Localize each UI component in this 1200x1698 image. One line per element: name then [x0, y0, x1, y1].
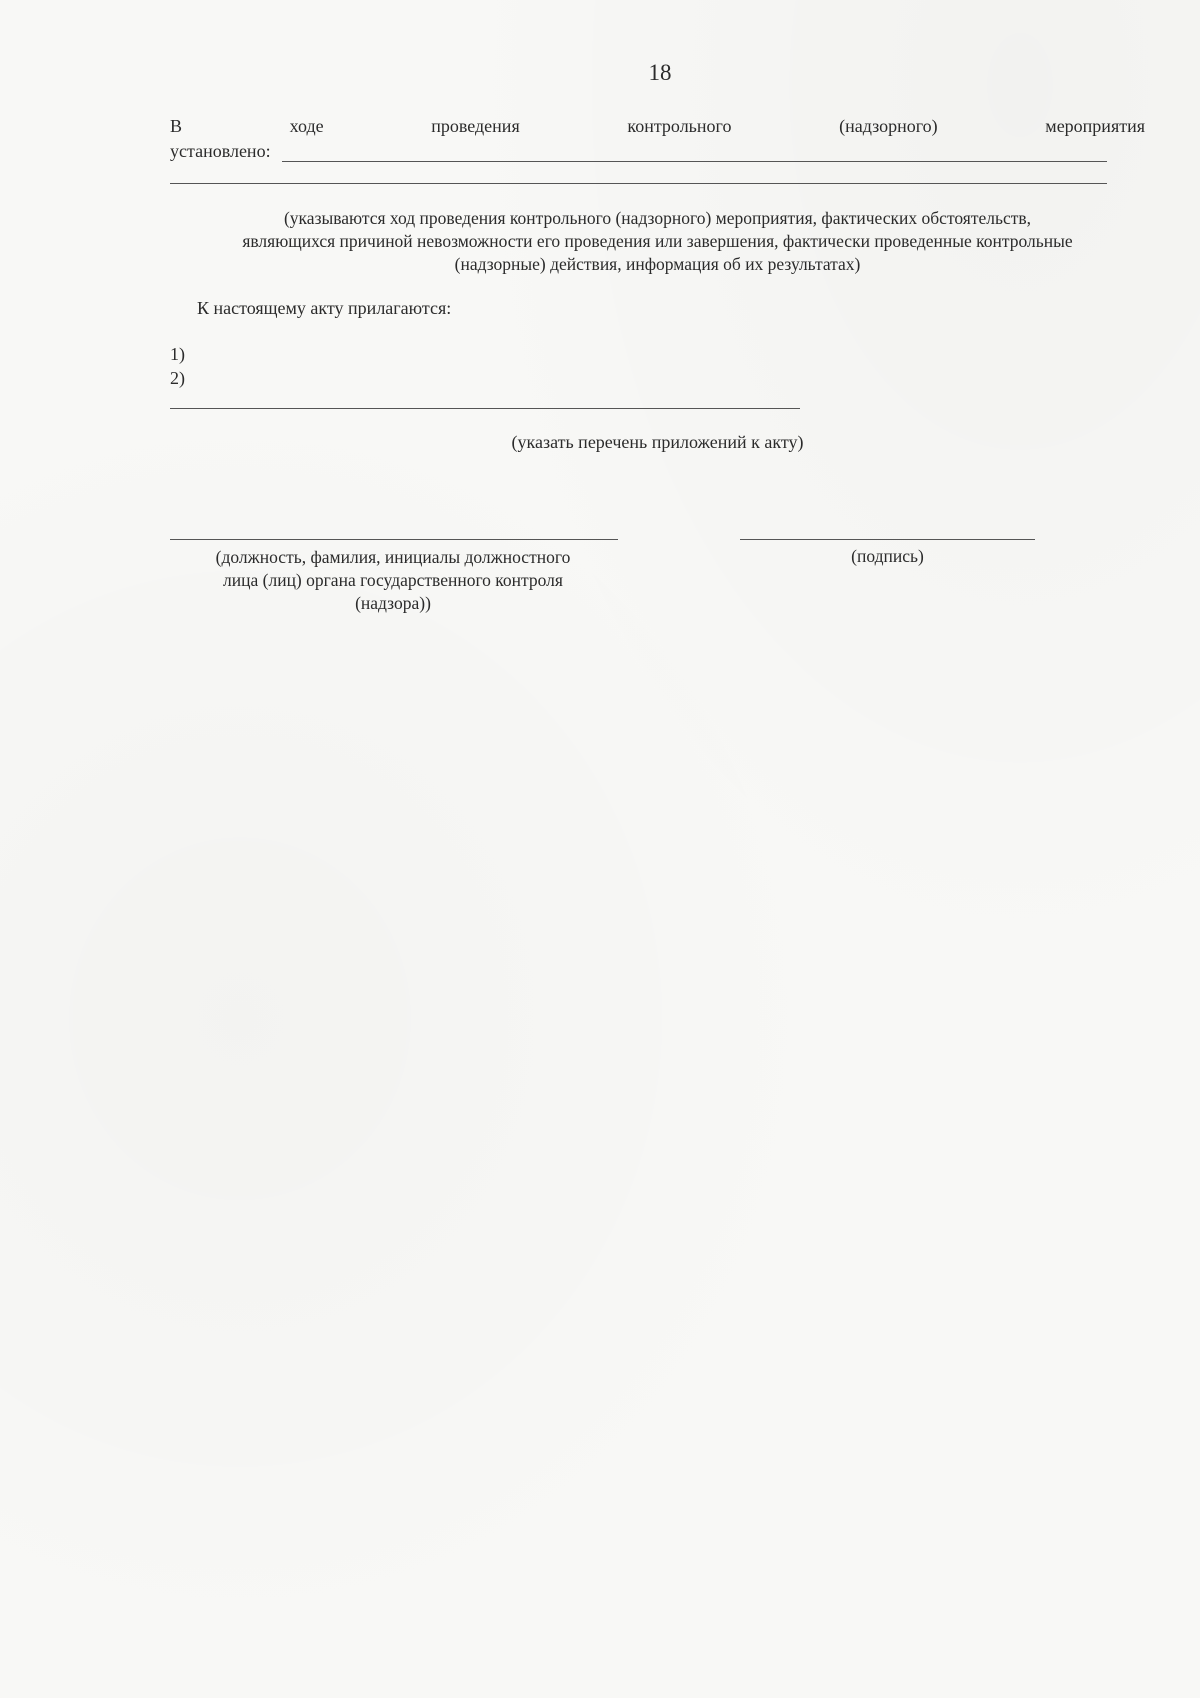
signature-caption: (подпись) [851, 546, 924, 566]
official-blank-line [170, 539, 618, 540]
attachments-title: К настоящему акту прилагаются: [197, 298, 452, 318]
attachments-caption: (указать перечень приложений к акту) [511, 432, 804, 452]
findings-blank-line-2 [170, 183, 1107, 184]
attachment-item: 1) [170, 344, 185, 364]
sentence-word: контрольного [627, 116, 732, 136]
sentence-word: В [170, 116, 183, 136]
findings-label: установлено: [170, 141, 271, 161]
sentence-word: проведения [431, 116, 520, 136]
explanation-line: (надзорные) действия, информация об их результатах) [454, 254, 861, 274]
official-caption-line: (надзора)) [355, 593, 431, 613]
page-number: 18 [648, 60, 672, 85]
explanation-line: являющихся причиной невозможности его проведения или завершения, фактически проведенные контрольные [242, 231, 1073, 251]
sentence-word: мероприятия [1045, 116, 1145, 136]
findings-blank-line-1 [282, 161, 1107, 162]
official-caption-line: (должность, фамилия, инициалы должностного [215, 547, 571, 567]
sentence-word: (надзорного) [839, 116, 938, 136]
official-caption-line: лица (лиц) органа государственного контроля [223, 570, 563, 590]
sentence-word: ходе [289, 116, 324, 136]
signature-blank-line [740, 539, 1035, 540]
attachment-item: 2) [170, 368, 185, 388]
attachments-blank-line [170, 408, 800, 409]
findings-sentence [170, 116, 1145, 137]
official-caption [168, 546, 618, 615]
explanation-line: (указываются ход проведения контрольного (надзорного) мероприятия, фактических обстоятельств, [283, 208, 1032, 228]
findings-explanation [170, 207, 1145, 276]
